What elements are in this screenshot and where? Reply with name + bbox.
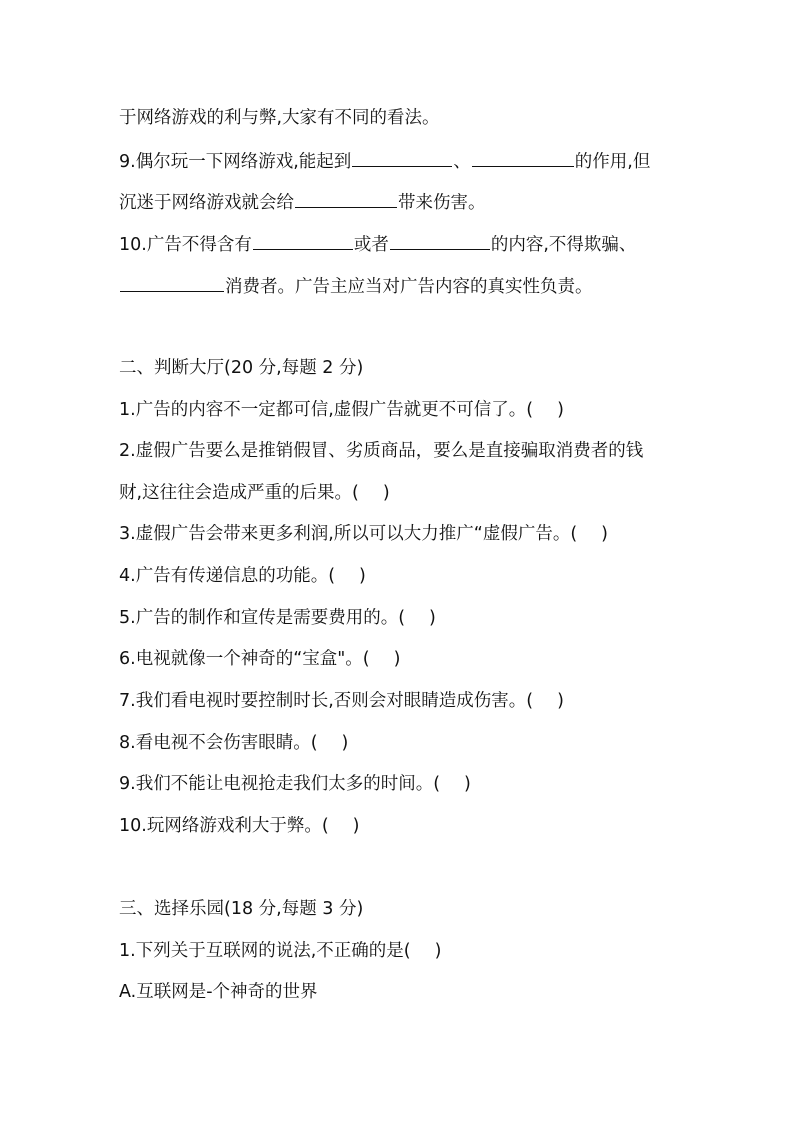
judge-item-text: 10.玩网络游戏利大于弊。(	[119, 816, 329, 836]
q10-suffix: 的内容,不得欺骗、	[490, 235, 637, 255]
q9-line2-prefix: 沉迷于网络游戏就会给	[119, 193, 294, 213]
choice-option-a	[119, 980, 318, 1004]
section3-heading-text: 三、选择乐园(18 分,每题 3 分)	[119, 899, 364, 919]
judge-item-5	[119, 606, 436, 630]
judge-item-text: 6.电视就像一个神奇的“宝盒"。(	[119, 649, 370, 669]
paren-close: )	[601, 524, 608, 544]
paren-close: )	[557, 400, 564, 420]
paren-close: )	[382, 483, 390, 503]
q9-blank-3[interactable]	[295, 189, 397, 208]
judge-item-text: 7.我们看电视时要控制时长,否则会对眼睛造成伤害。(	[119, 691, 534, 711]
q9-blank-1[interactable]	[352, 148, 452, 167]
section2-heading	[119, 356, 363, 380]
paren-close: )	[341, 733, 349, 753]
q10-line-2	[119, 273, 593, 299]
judge-item-2-cont	[119, 481, 390, 505]
choice-question-text: 1.下列关于互联网的说法,不正确的是(	[119, 941, 411, 961]
judge-item-text: 3.虚假广告会带来更多利润,所以可以大力推广“虚假广告。(	[119, 524, 578, 544]
judge-item-text: 2.虚假广告要么是推销假冒、劣质商品，要么是直接骗取消费者的钱	[119, 441, 644, 461]
paren-close: )	[557, 691, 564, 711]
paren-close: )	[464, 774, 471, 794]
q10-blank-3[interactable]	[120, 273, 224, 292]
q10-line2-suffix: 消费者。广告主应当对广告内容的真实性负责。	[225, 277, 593, 297]
judge-item-10	[119, 814, 360, 838]
intro-tail-line	[119, 106, 440, 130]
judge-item-8	[119, 731, 348, 755]
q9-blank-2[interactable]	[472, 148, 574, 167]
judge-item-4	[119, 564, 366, 588]
q10-line-1	[119, 231, 636, 257]
judge-item-6	[119, 647, 400, 671]
q9-line-2	[119, 189, 486, 215]
q10-prefix: 10.广告不得含有	[119, 235, 252, 255]
judge-item-text: 8.看电视不会伤害眼睛。(	[119, 733, 318, 753]
q10-blank-1[interactable]	[253, 231, 353, 250]
q9-prefix: 9.偶尔玩一下网络游戏,能起到	[119, 152, 352, 172]
judge-item-text: 4.广告有传递信息的功能。(	[119, 566, 336, 586]
paren-close: )	[434, 941, 442, 961]
judge-item-2	[119, 439, 643, 463]
judge-item-3	[119, 522, 608, 546]
section3-heading	[119, 897, 363, 921]
q9-sep: 、	[453, 152, 471, 172]
intro-tail-text: 于网络游戏的利与弊,大家有不同的看法。	[119, 108, 440, 128]
judge-item-text: 9.我们不能让电视抢走我们太多的时间。(	[119, 774, 441, 794]
paren-close: )	[352, 816, 360, 836]
q10-mid: 或者	[353, 235, 389, 255]
q9-line2-suffix: 带来伤害。	[398, 193, 486, 213]
judge-item-text: 5.广告的制作和宣传是需要费用的。(	[119, 608, 406, 628]
paren-close: )	[429, 608, 436, 628]
q9-suffix: 的作用,但	[574, 152, 651, 172]
section2-heading-text: 二、判断大厅(20 分,每题 2 分)	[119, 358, 364, 378]
paren-close: )	[393, 649, 401, 669]
judge-item-text: 财,这往往会造成严重的后果。(	[119, 483, 359, 503]
judge-item-text: 1.广告的内容不一定都可信,虚假广告就更不可信了。(	[119, 400, 534, 420]
choice-option-text: A.互联网是-个神奇的世界	[119, 982, 318, 1002]
q10-blank-2[interactable]	[390, 231, 490, 250]
judge-item-1	[119, 398, 564, 422]
judge-item-9	[119, 772, 471, 796]
paren-close: )	[359, 566, 366, 586]
judge-item-7	[119, 689, 564, 713]
q9-line-1	[119, 148, 650, 174]
choice-question-1	[119, 939, 441, 963]
